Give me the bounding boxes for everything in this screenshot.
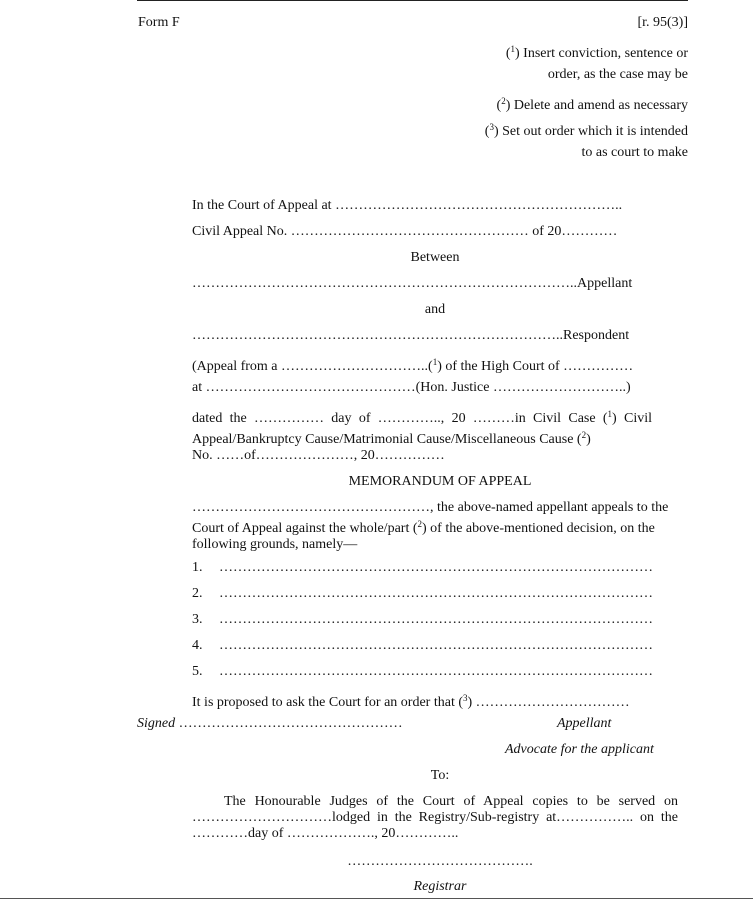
top-rule [137,0,688,1]
ground-number: 2. [192,586,203,601]
note-1-marker: 1 [510,44,515,54]
note-3-line-1: ($^3$) Set out order which it is intended [484,122,688,139]
note-2-line-1: ($^2$) Delete and amend as necessary [496,96,688,113]
note-3-line-2: to as court to make [581,145,688,160]
appeal-from-text-b: ) of the High Court of …………… [437,359,634,374]
between-label: Between [410,250,460,265]
ground-dots: ………………………………………………………………………………… [219,638,653,653]
respondent-line: ……………………………………………………………………..Respondent [192,328,630,343]
proposed-marker: 3 [463,693,468,703]
ground-number: 5. [192,664,203,679]
note-3-marker: 3 [489,122,494,132]
note-2-text: Delete and amend as necessary [510,98,688,113]
and-label: and [424,302,446,317]
note-2-marker: 2 [501,96,506,106]
signed-dots: ………………………………………… [178,716,403,731]
ground-item [192,612,678,628]
appeal-from-text-a: (Appeal from a …………………………..( [192,359,433,374]
signed-label: Signed [137,716,176,731]
dated-text-a: dated the …………… day of ………….., 20 ………in Civil Case ( [192,411,608,426]
dated-text-b: ) Civil Appeal/Bankruptcy Cause/Matrimonial Cause/Miscellaneous Cause ( [192,411,652,447]
signed-line [137,716,403,732]
ground-number: 3. [192,612,203,627]
note-1-line-1: ($^1$) Insert conviction, sentence or [505,44,688,61]
appeal-from-line [192,354,633,375]
memorandum-text-a: ……………………………………………, the above-named appellant appeals to the Court of Appeal against the whole/part ( [192,500,669,536]
ground-dots: ………………………………………………………………………………… [219,612,653,627]
rule-reference: [r. 95(3)] [637,15,688,30]
memorandum-text-b: ) of the above-mentioned decision, on the following grounds, namely— [192,521,655,552]
proposed-order-line [192,690,630,711]
dated-marker-1: 1 [607,409,613,419]
court-line: In the Court of Appeal at …………………………………………………….. [192,198,623,213]
dated-text-c: ) [586,432,591,447]
form-label: Form F [138,15,180,30]
note-1-text: Insert conviction, sentence or [519,46,688,61]
ground-item [192,560,678,576]
proposed-text-a: It is proposed to ask the Court for an order that ( [192,695,463,710]
memorandum-paragraph [192,500,678,553]
ground-dots: ………………………………………………………………………………… [219,664,653,679]
memorandum-title: MEMORANDUM OF APPEAL [348,474,532,489]
proposed-text-b: ) …………………………… [467,695,630,710]
appellant-line: ………………………………………………………………………..Appellant [192,276,633,291]
bottom-rule [0,898,753,899]
ground-dots: ………………………………………………………………………………… [219,560,653,575]
ground-item [192,586,678,602]
at-justice-line: at ………………………………………(Hon. Justice ………………………..) [192,380,631,395]
ground-number: 1. [192,560,203,575]
memorandum-marker: 2 [417,519,422,529]
honourable-judges-paragraph: The Honourable Judges of the Court of Appeal copies to be served on …………………………lodged in the Registry/Sub-registry at…………….. on the …………day of ………………., 20………….. [192,794,678,841]
case-number-line: No. ……of…………………, 20…………… [192,448,445,463]
note-3-text: Set out order which it is intended [498,124,688,139]
appeal-from-marker: 1 [432,357,438,367]
note-1-line-2: order, as the case may be [547,67,688,82]
ground-dots: ………………………………………………………………………………… [219,586,653,601]
advocate-label: Advocate for the applicant [505,742,654,757]
dated-marker-2: 2 [581,430,587,440]
civil-appeal-line: Civil Appeal No. …………………………………………… of 20………… [192,224,618,239]
registrar-label: Registrar [413,879,467,894]
appellant-signature-label: Appellant [557,716,612,731]
ground-item [192,664,678,680]
dated-paragraph [192,406,652,448]
ground-number: 4. [192,638,203,653]
to-label: To: [430,768,450,783]
registrar-dots: …………………………………. [347,854,533,869]
ground-item [192,638,678,654]
